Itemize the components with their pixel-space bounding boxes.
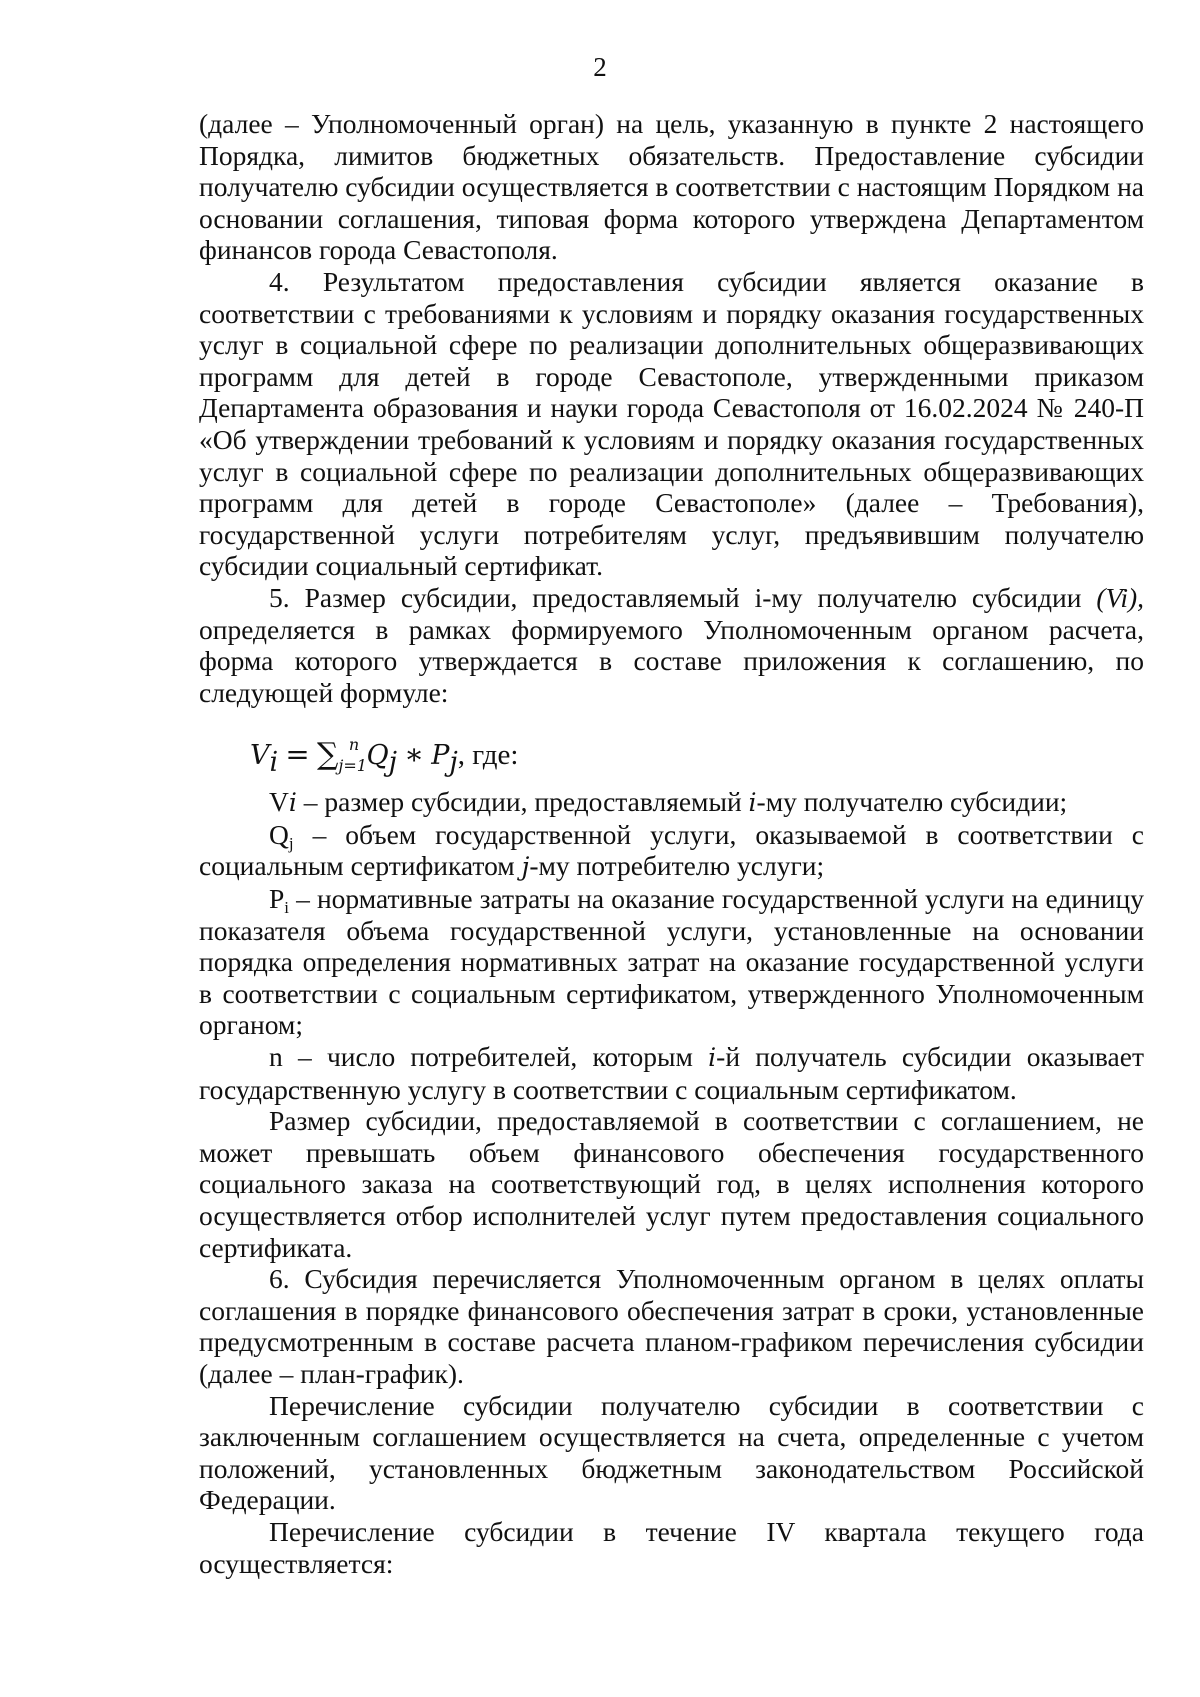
definition-vi-end: -му получателю субсидии;: [756, 786, 1068, 818]
definition-qj-symbol: Q: [269, 818, 289, 850]
paragraph-item-6: 6. Субсидия перечисляется Уполномоченным органом в целях оплаты соглашения в порядке финансового обеспечения затрат в сроки, установленные предусмотренным в составе расчета планом-графиком перечисления субсидии (далее – план-график).: [199, 1263, 1144, 1389]
definition-pi-text: – нормативные затраты на оказание государственной услуги на единицу показателя объема государственной услуги, установленные на основании порядка определения нормативных затрат на оказание государственной услуги в соответствии с социальным сертификатом, утвержденного Уполномоченным органом;: [199, 883, 1144, 1041]
definition-pi-sub: i: [284, 898, 290, 918]
definition-vi-sub: i: [288, 788, 297, 818]
definition-vi: [199, 786, 1144, 819]
formula-lhs-sub: i: [269, 747, 279, 779]
definition-qj-j: j: [521, 852, 530, 882]
paragraph-item-4: 4. Результатом предоставления субсидии является оказание в соответствии с требованиями к условиям и порядку оказания государственных услуг в социальной сфере по реализации дополнительных общеразвивающих программ для детей в городе Севастополе, утвержденными приказом Департамента образования и науки города Севастополя от 16.02.2024 № 240-П «Об утверждении требований к условиям и порядку оказания государственных услуг в социальной сфере по реализации дополнительных общеразвивающих программ для детей в городе Севастополе» (далее – Требования), государственной услуги потребителям услуг, предъявившим получателю субсидии социальный сертификат.: [199, 265, 1144, 582]
paragraph-item-5: [199, 582, 1144, 708]
formula-p: P: [431, 740, 450, 772]
paragraph-q4-transfer: Перечисление субсидии в течение IV квартала текущего года осуществляется:: [199, 1515, 1144, 1579]
definition-vi-symbol: V: [269, 786, 289, 818]
paragraph-subsidy-limit: Размер субсидии, предоставляемой в соответствии с соглашением, не может превышать объем финансового обеспечения государственного социального заказа на соответствующий год, в целях исполнения которого осуществляется отбор исполнителей услуг путем предоставления социального сертификата.: [199, 1105, 1144, 1263]
document-body: [199, 108, 1144, 1579]
page-number: 2: [593, 52, 607, 82]
definition-n-i: i: [708, 1043, 717, 1073]
definition-qj-sub: j: [288, 833, 294, 853]
definition-n-end: -й получатель субсидии оказывает государственную услугу в соответствии с социальным сертификатом.: [199, 1041, 1144, 1105]
sum-upper-limit: n: [348, 735, 360, 755]
formula-lhs: V: [250, 740, 270, 772]
paragraph-item-5-rest: определяется в рамках формируемого Уполномоченным органом расчета, форма которого утверждается в составе приложения к соглашению, по следующей формуле:: [199, 613, 1144, 708]
formula-equals: =: [285, 737, 310, 772]
sum-lower-limit: j=1: [338, 756, 367, 776]
definition-qj-text: – объем государственной услуги, оказываемой в соответствии с социальным сертификатом: [199, 818, 1144, 882]
vi-symbol: (Vi),: [1096, 581, 1144, 613]
definition-n: [199, 1041, 1144, 1105]
definition-pi: [199, 883, 1144, 1041]
paragraph-transfer: Перечисление субсидии получателю субсидии в соответствии с заключенным соглашением осуществляется на счета, определенные с учетом положений, установленных бюджетным законодательством Российской Федерации.: [199, 1389, 1144, 1516]
paragraph-item-5-text: 5. Размер субсидии, предоставляемый i-му получателю субсидии: [269, 581, 1097, 613]
definition-vi-text: – размер субсидии, предоставляемый: [296, 786, 749, 818]
sum-symbol: ∑: [316, 737, 339, 773]
formula-q: Q: [366, 740, 389, 772]
formula-times: ∗: [404, 737, 424, 772]
formula-definitions: [199, 786, 1144, 1105]
definition-n-start: n – число потребителей, которым: [269, 1041, 709, 1073]
definition-qj: [199, 819, 1144, 883]
definition-vi-i: i: [748, 788, 757, 818]
formula-q-sub: j: [388, 747, 397, 779]
paragraph-continuation: (далее – Уполномоченный орган) на цель, указанную в пункте 2 настоящего Порядка, лимитов бюджетных обязательств. Предоставление субсидии получателю субсидии осуществляется в соответствии с настоящим Порядком на основании соглашения, типовая форма которого утверждена Департаментом финансов города Севастополя.: [199, 108, 1144, 266]
subsidy-formula: [199, 708, 1144, 782]
definition-qj-end: -му потребителю услуги;: [529, 850, 825, 882]
definition-pi-symbol: P: [269, 883, 285, 915]
formula-where: , где:: [457, 739, 519, 772]
formula-p-sub: j: [449, 747, 458, 779]
